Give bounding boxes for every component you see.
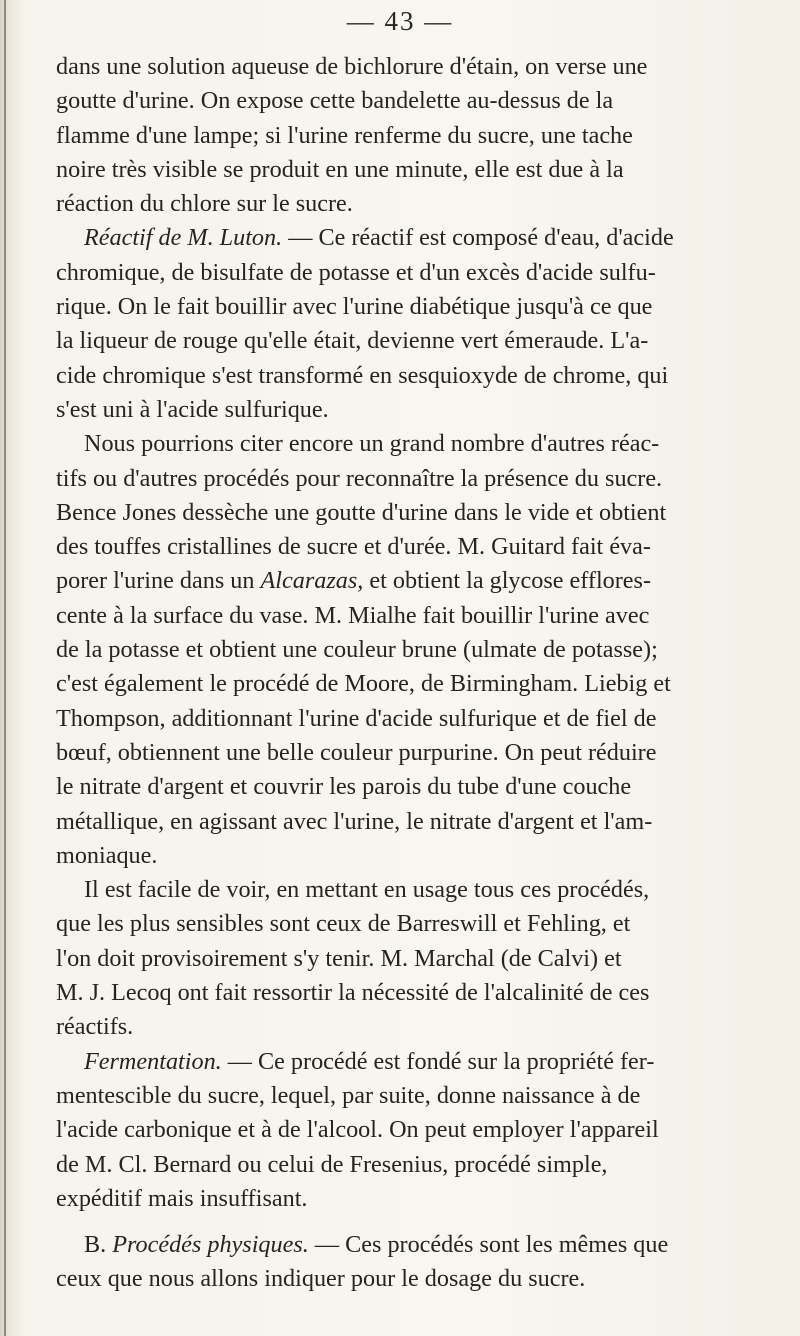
text-line (56, 1228, 769, 1262)
text-line: goutte d'urine. On expose cette bandelette au-dessus de la (56, 87, 614, 115)
text-line: Il est facile de voir, en mettant en usage tous ces procédés, (84, 876, 650, 904)
paragraph-physical-methods (56, 1228, 769, 1297)
italic-term: Alcarazas (260, 567, 358, 595)
text-fragment: — Ce réactif est composé d'eau, d'acide (282, 224, 674, 252)
text-line (56, 1045, 769, 1079)
text-line: que les plus sensibles sont ceux de Barreswill et Fehling, et (56, 910, 631, 938)
text-line: s'est uni à l'acide sulfurique. (56, 395, 329, 423)
text-line: l'acide carbonique et à de l'alcool. On peut employer l'appareil (56, 1116, 659, 1144)
text-line: métallique, en agissant avec l'urine, le nitrate d'argent et l'am- (56, 807, 653, 835)
text-line: rique. On le fait bouillir avec l'urine diabétique jusqu'à ce que (56, 293, 653, 321)
section-heading-physical: Procédés physiques. (112, 1231, 309, 1259)
text-line: dans une solution aqueuse de bichlorure d'étain, on verse une (56, 53, 648, 80)
paragraph-luton (56, 221, 769, 427)
paragraph-fermentation (56, 1045, 769, 1216)
text-fragment: porer l'urine dans un (56, 567, 261, 595)
text-line: mentescible du sucre, lequel, par suite, donne naissance à de (56, 1081, 641, 1109)
text-line: noire très visible se produit en une minute, elle est due à la (56, 155, 624, 183)
page-number: — 43 — (346, 6, 454, 36)
text-line: M. J. Lecoq ont fait ressortir la nécessité de l'alcalinité de ces (56, 979, 650, 1007)
text-line: c'est également le procédé de Moore, de Birmingham. Liebig et (56, 670, 671, 698)
text-line: Bence Jones dessèche une goutte d'urine dans le vide et obtient (56, 498, 667, 526)
text-line: moniaque. (56, 841, 158, 869)
section-heading-fermentation: Fermentation. (84, 1047, 222, 1075)
section-letter: B. (84, 1231, 107, 1259)
text-line: Thompson, additionnant l'urine d'acide sulfurique et de fiel de (56, 704, 657, 732)
text-line: réactifs. (56, 1013, 134, 1041)
binding-edge (4, 0, 6, 1336)
page-body (56, 50, 769, 1297)
paragraph-sensitivity (56, 873, 769, 1044)
paragraph-other-reagents (56, 427, 769, 873)
text-line: de M. Cl. Bernard ou celui de Fresenius, procédé simple, (56, 1150, 608, 1178)
text-line: chromique, de bisulfate de potasse et d'un excès d'acide sulfu- (56, 258, 656, 286)
text-line: cide chromique s'est transformé en sesquioxyde de chrome, qui (56, 361, 669, 389)
text-fragment: — Ce procédé est fondé sur la propriété fer- (221, 1047, 655, 1075)
text-line: l'on doit provisoirement s'y tenir. M. Marchal (de Calvi) et (56, 944, 622, 972)
text-line: le nitrate d'argent et couvrir les parois du tube d'une couche (56, 773, 632, 801)
text-line: flamme d'une lampe; si l'urine renferme du sucre, une tache (56, 121, 633, 149)
text-line (56, 564, 769, 598)
text-fragment: , et obtient la glycose efflores- (357, 567, 652, 595)
text-fragment: — Ces procédés sont les mêmes que (308, 1231, 669, 1259)
text-line: la liqueur de rouge qu'elle était, devienne vert émeraude. L'a- (56, 327, 649, 355)
text-line: cente à la surface du vase. M. Mialhe fait bouillir l'urine avec (56, 601, 650, 629)
text-line: de la potasse et obtient une couleur brune (ulmate de potasse); (56, 636, 658, 664)
text-line: des touffes cristallines de sucre et d'urée. M. Guitard fait éva- (56, 533, 651, 561)
text-line: tifs ou d'autres procédés pour reconnaître la présence du sucre. (56, 464, 663, 492)
text-line: réaction du chlore sur le sucre. (56, 190, 353, 218)
text-line (56, 221, 769, 255)
text-line: expéditif mais insuffisant. (56, 1184, 308, 1212)
paragraph-1 (56, 50, 769, 221)
text-line: bœuf, obtiennent une belle couleur purpurine. On peut réduire (56, 738, 657, 766)
text-line: Nous pourrions citer encore un grand nombre d'autres réac- (84, 430, 660, 458)
section-heading-luton: Réactif de M. Luton. (84, 224, 283, 252)
text-line: ceux que nous allons indiquer pour le dosage du sucre. (56, 1265, 586, 1293)
